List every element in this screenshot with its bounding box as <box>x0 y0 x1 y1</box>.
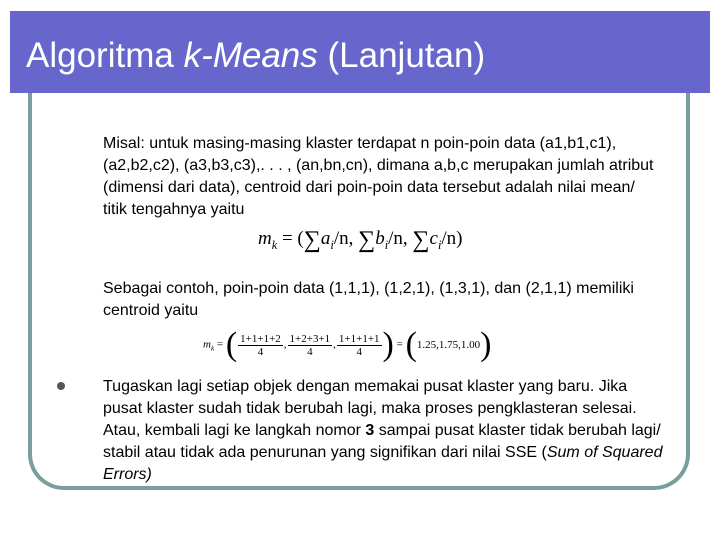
sigma-a: ∑ <box>303 227 321 253</box>
example-centroid-formula: $m_k$ = ( $\frac{1+1+1+2}{4}$ , $\frac{1+2+3+1}{4}$ , $\frac{1+1+1+1}{4}$ ) = (1.25,1.75,1.00) <box>203 326 492 363</box>
paragraph-step <box>103 376 665 486</box>
sse-term: Sum of Squared Errors) <box>103 444 663 483</box>
paragraph-example: Sebagai contoh, poin-poin data (1,1,1), (1,2,1), (1,3,1), dan (2,1,1) memiliki centroid yaitu <box>103 280 634 319</box>
sigma-b: ∑ <box>358 227 376 253</box>
formula-eq: = ( <box>277 228 304 249</box>
centroid-formula <box>258 227 463 254</box>
res-close-paren: ) <box>480 326 492 363</box>
frac-z-num: 1+1+1+1 <box>338 332 380 345</box>
frac-x <box>238 333 283 358</box>
var-b: b <box>375 228 385 249</box>
frac-y-den: 4 <box>307 345 313 358</box>
sub-i-a: i <box>330 237 334 252</box>
sub-i-b: i <box>384 237 389 252</box>
res-open-paren: ( <box>405 326 417 363</box>
ex-open-paren: ( <box>225 326 238 363</box>
title-part-2: (Lanjutan) <box>317 36 486 75</box>
ex-result: 1.25,1.75,1.00 <box>416 339 481 351</box>
formula-lhs: m <box>258 228 272 249</box>
formula-lhs-sub: k <box>271 237 278 252</box>
ex-eq: = <box>214 338 226 351</box>
frac-y-num: 1+2+3+1 <box>289 332 331 345</box>
step-text-b: sampai pusat klaster tidak berubah lagi/ stabil atau tidak ada penurunan yang signifikan dari nilai SSE ( <box>103 422 661 461</box>
sub-i-c: i <box>437 237 442 252</box>
var-c: c <box>429 228 438 249</box>
frac-y <box>288 333 333 358</box>
title-part-1: Algoritma <box>26 36 184 75</box>
div-n-c: /n) <box>441 228 463 249</box>
step-text-a: Tugaskan lagi setiap objek dengan memakai pusat klaster yang baru. Jika pusat klaster sudah tidak berubah lagi, maka proses pengklasteran selesai. Atau, kembali lagi ke langkah nomor <box>103 378 637 439</box>
ex-close-paren: ) <box>382 326 394 363</box>
paragraph-definition: Misal: untuk masing-masing klaster terdapat n poin-poin data (a1,b1,c1), (a2,b2,c2), (a3,b3,c3),. . . , (an,bn,cn), dimana a,b,c merupakan jumlah atribut (dimensi dari data), centroid dari poin-poin data tersebut adalah nilai mean/ titik tengahnya yaitu <box>103 135 654 218</box>
bullet-dot <box>57 382 65 390</box>
div-n-b: /n, <box>388 228 413 249</box>
frac-x-num: 1+1+1+2 <box>240 332 281 345</box>
frac-z-den: 4 <box>356 345 362 358</box>
title-emphasis: k-Means <box>183 36 318 75</box>
ex-lhs: m <box>203 338 211 351</box>
frac-x-den: 4 <box>257 345 264 358</box>
frac-z <box>337 333 382 358</box>
var-a: a <box>320 228 331 249</box>
ex-lhs-sub: k <box>210 344 215 353</box>
div-n-a: /n, <box>333 228 359 249</box>
sigma-c: ∑ <box>412 227 430 253</box>
step-number: 3 <box>365 422 375 439</box>
ex-eq-2: = <box>393 338 406 351</box>
slide-title <box>26 36 485 76</box>
